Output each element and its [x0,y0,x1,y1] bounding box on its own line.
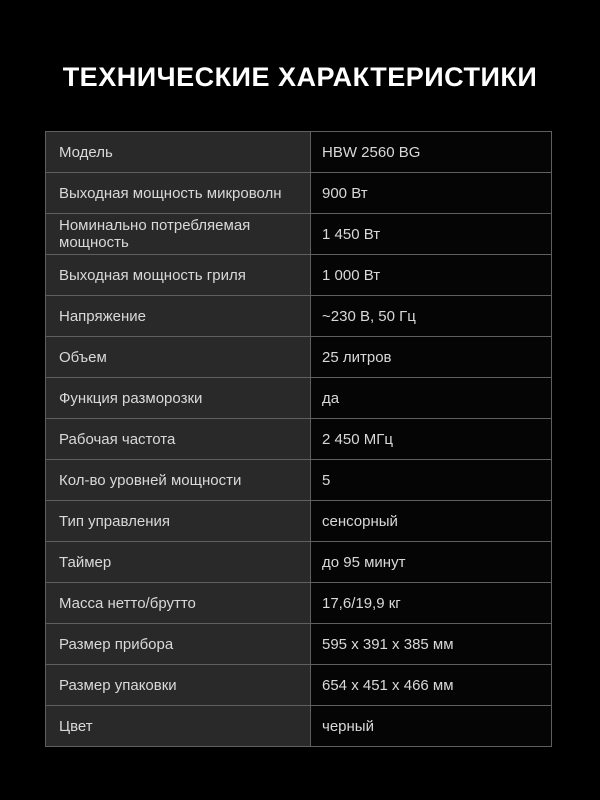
spec-row [46,624,552,665]
spec-label: Объем [46,337,311,378]
spec-label: Выходная мощность микроволн [46,173,311,214]
spec-row [46,214,552,255]
spec-row [46,255,552,296]
spec-table-body [46,132,552,747]
spec-value: до 95 минут [311,542,552,583]
spec-value: HBW 2560 BG [311,132,552,173]
spec-label: Выходная мощность гриля [46,255,311,296]
spec-row [46,583,552,624]
spec-value: да [311,378,552,419]
spec-value: 1 000 Вт [311,255,552,296]
spec-label: Напряжение [46,296,311,337]
spec-label: Рабочая частота [46,419,311,460]
spec-row [46,419,552,460]
spec-value: 1 450 Вт [311,214,552,255]
spec-value: 17,6/19,9 кг [311,583,552,624]
spec-value: 5 [311,460,552,501]
spec-label: Цвет [46,706,311,747]
spec-value: 654 х 451 х 466 мм [311,665,552,706]
spec-row [46,173,552,214]
spec-table [45,131,552,747]
spec-label: Тип управления [46,501,311,542]
spec-row [46,665,552,706]
spec-value: 595 х 391 х 385 мм [311,624,552,665]
spec-label: Модель [46,132,311,173]
page-title: ТЕХНИЧЕСКИЕ ХАРАКТЕРИСТИКИ [62,62,538,92]
spec-row [46,132,552,173]
spec-row [46,378,552,419]
spec-row [46,296,552,337]
spec-label: Размер прибора [46,624,311,665]
spec-value: ~230 В, 50 Гц [311,296,552,337]
spec-row [46,460,552,501]
spec-label: Размер упаковки [46,665,311,706]
spec-label: Масса нетто/брутто [46,583,311,624]
spec-value: сенсорный [311,501,552,542]
spec-row [46,706,552,747]
spec-value: 25 литров [311,337,552,378]
spec-row [46,337,552,378]
spec-label: Таймер [46,542,311,583]
spec-label: Кол-во уровней мощности [46,460,311,501]
spec-label: Номинально потребляемая мощность [46,214,311,255]
spec-value: черный [311,706,552,747]
spec-value: 900 Вт [311,173,552,214]
spec-row [46,542,552,583]
spec-label: Функция разморозки [46,378,311,419]
spec-row [46,501,552,542]
spec-value: 2 450 МГц [311,419,552,460]
